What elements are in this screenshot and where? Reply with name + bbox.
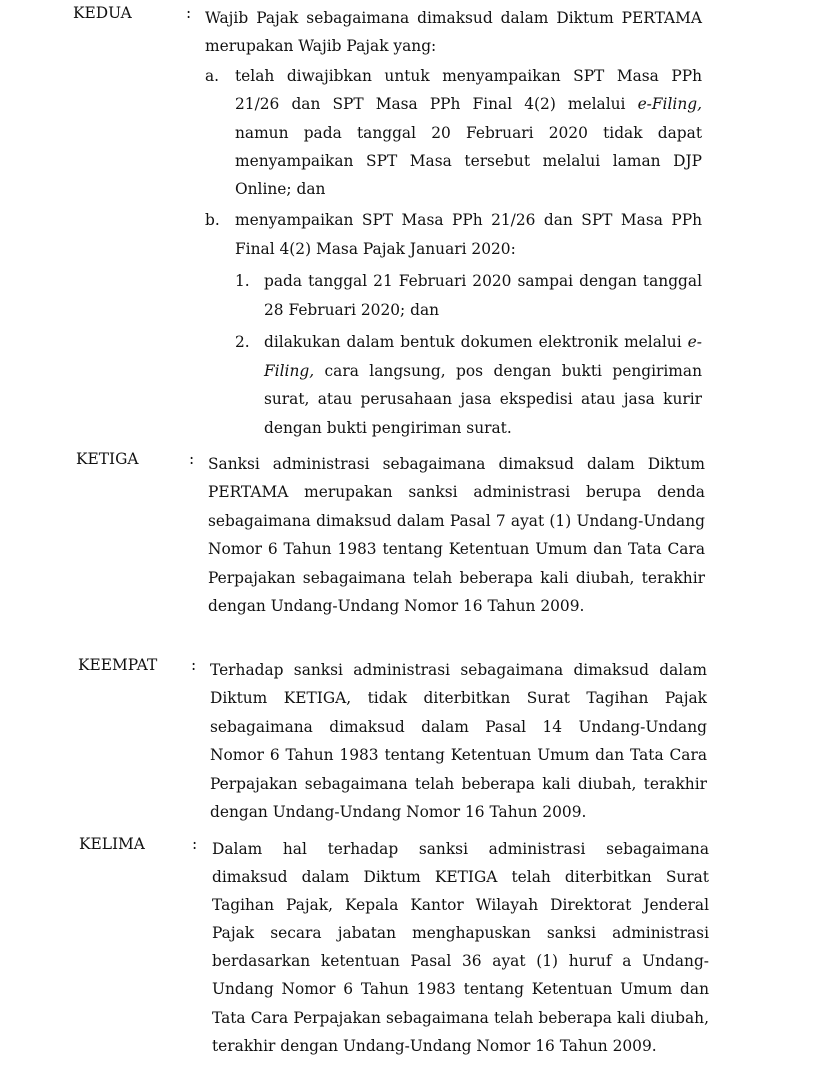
- diktum-colon: :: [189, 450, 195, 468]
- diktum-label: KETIGA: [76, 450, 139, 468]
- item-marker: b.: [205, 211, 220, 229]
- diktum-colon: :: [186, 4, 192, 22]
- diktum-label: KEDUA: [73, 4, 132, 22]
- diktum-intro: Wajib Pajak sebagaimana dimaksud dalam Diktum PERTAMA merupakan Wajib Pajak yang:: [205, 9, 702, 55]
- diktum-label: KEEMPAT: [78, 656, 158, 674]
- subitem-marker: 1.: [235, 272, 250, 290]
- diktum-text: Terhadap sanksi administrasi sebagaimana dimaksud dalam Diktum KETIGA, tidak diterbitkan Surat Tagihan Pajak sebagaimana dimaksud dalam Pasal 14 Undang-Undang Nomor 6 Tahun 1983 tentang Ketentuan Umum dan Tata Cara Perpajakan sebagaimana telah beberapa kali diubah, terakhir dengan Undang-Undang Nomor 16 Tahun 2009.: [210, 661, 707, 822]
- subitem-marker: 2.: [235, 333, 250, 351]
- diktum-text: Dalam hal terhadap sanksi administrasi sebagaimana dimaksud dalam Diktum KETIGA telah diterbitkan Surat Tagihan Pajak, Kepala Kantor Wilayah Direktorat Jenderal Pajak secara jabatan menghapuskan sanksi administrasi berdasarkan ketentuan Pasal 36 ayat (1) huruf a Undang-Undang Nomor 6 Tahun 1983 tentang Ketentuan Umum dan Tata Cara Perpajakan sebagaimana telah beberapa kali diubah, terakhir dengan Undang-Undang Nomor 16 Tahun 2009.: [212, 840, 709, 1055]
- subitem-1-text: pada tanggal 21 Februari 2020 sampai dengan tanggal 28 Februari 2020; dan: [264, 272, 702, 319]
- subitem-2-text: dilakukan dalam bentuk dokumen elektronik melalui e-Filing, cara langsung, pos dengan bukti pengiriman surat, atau perusahaan jasa ekspedisi atau jasa kurir dengan bukti pengiriman surat.: [264, 333, 702, 437]
- diktum-label: KELIMA: [79, 835, 145, 853]
- item-b-text: menyampaikan SPT Masa PPh 21/26 dan SPT Masa PPh Final 4(2) Masa Pajak Januari 2020:: [235, 211, 702, 258]
- diktum-text: Sanksi administrasi sebagaimana dimaksud dalam Diktum PERTAMA merupakan sanksi administrasi berupa denda sebagaimana dimaksud dalam Pasal 7 ayat (1) Undang-Undang Nomor 6 Tahun 1983 tentang Ketentuan Umum dan Tata Cara Perpajakan sebagaimana telah beberapa kali diubah, terakhir dengan Undang-Undang Nomor 16 Tahun 2009.: [208, 455, 705, 616]
- efiling-term: e-Filing,: [637, 95, 702, 114]
- diktum-colon: :: [192, 835, 198, 853]
- item-a-text: telah diwajibkan untuk menyampaikan SPT Masa PPh 21/26 dan SPT Masa PPh Final 4(2) melalui e-Filing, namun pada tanggal 20 Februari 2020 tidak dapat menyampaikan SPT Masa tersebut melalui laman DJP Online; dan: [235, 67, 702, 199]
- diktum-colon: :: [191, 656, 197, 674]
- efiling-term: e-Filing,: [264, 333, 702, 380]
- item-marker: a.: [205, 67, 220, 85]
